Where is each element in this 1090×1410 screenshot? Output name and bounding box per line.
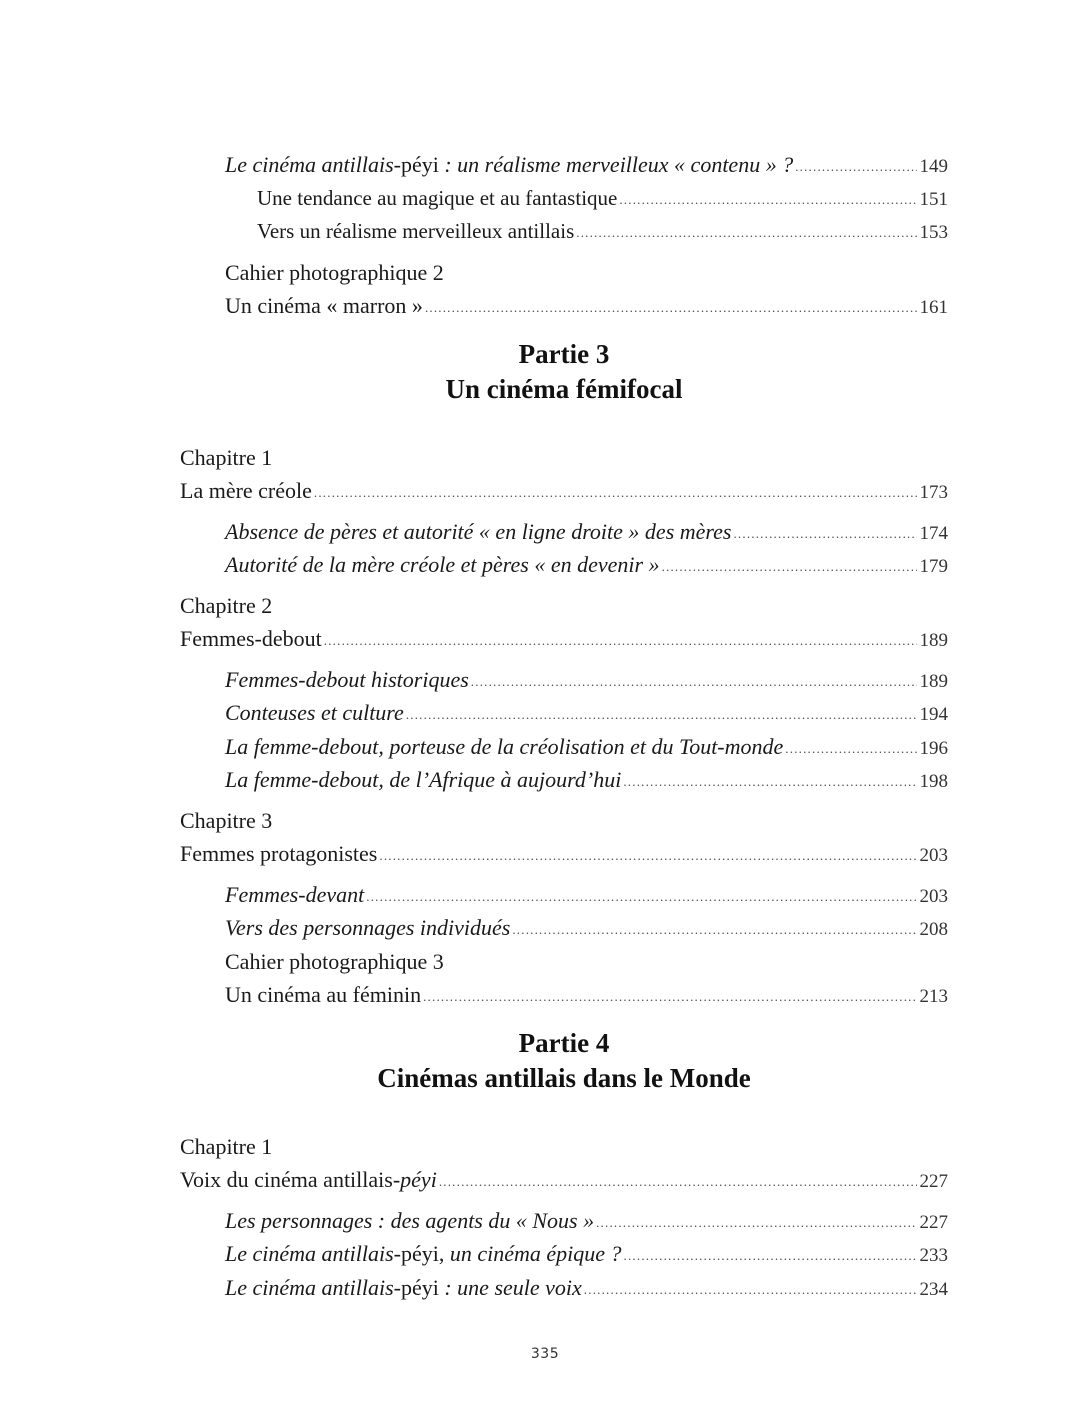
entry-title-part: -péyi	[393, 1274, 439, 1300]
dot-leader	[425, 291, 917, 325]
entry-title-part: Les personnages : des agents du « Nous »	[225, 1207, 595, 1233]
entry-title-part: La mère créole	[180, 478, 312, 503]
entry-page-number: 196	[919, 737, 948, 759]
entry-title-part: -péyi	[393, 152, 439, 177]
entry-title	[225, 945, 444, 979]
entry-page-number: 208	[919, 919, 948, 940]
dot-leader	[324, 624, 917, 658]
chapter-label-text: Chapitre 2	[180, 592, 273, 618]
entry-page-number: 203	[919, 845, 948, 866]
entry-title-part: Vers un réalisme merveilleux antillais	[257, 219, 575, 243]
entry-page-number: 227	[919, 1171, 948, 1192]
dot-leader	[596, 1206, 916, 1240]
chapter-entry[interactable]	[180, 474, 948, 508]
dot-leader	[795, 150, 916, 184]
entry-title-part: un cinéma épique ?	[449, 1241, 622, 1266]
entry-title-part: Vers des personnages individués	[225, 915, 511, 940]
chapter-label	[180, 804, 948, 838]
entry-title-part: Absence de pères et autorité « en ligne droite » des mères	[225, 518, 732, 544]
entry-title	[225, 289, 423, 323]
entry-page-number: 179	[919, 556, 948, 577]
entry-title	[225, 1204, 594, 1238]
dot-leader	[785, 732, 916, 766]
dot-leader	[733, 517, 916, 551]
entry-page-number: 227	[919, 1211, 948, 1233]
chapter-entry[interactable]	[180, 837, 948, 871]
chapter-entry[interactable]	[180, 1163, 948, 1197]
entry-title	[180, 622, 322, 656]
chapter-label-text: Chapitre 1	[180, 444, 273, 470]
toc-entry[interactable]	[180, 256, 948, 290]
entry-page-number: 233	[919, 1245, 948, 1266]
section-entry[interactable]	[180, 696, 948, 730]
section-entry[interactable]	[180, 1204, 948, 1238]
entry-title	[225, 763, 621, 797]
entry-page-number: 234	[919, 1278, 948, 1300]
entry-title	[225, 663, 469, 697]
part-label: Partie 4	[518, 1027, 610, 1058]
section-entry[interactable]	[180, 515, 948, 549]
entry-title	[225, 148, 793, 182]
toc-entry[interactable]	[180, 182, 948, 216]
section-entry[interactable]	[180, 1271, 948, 1305]
entry-title	[225, 978, 421, 1012]
entry-page-number: 153	[919, 222, 948, 243]
part-heading-block	[180, 1026, 948, 1096]
entry-title-part: Femmes-debout	[180, 626, 322, 651]
section-entry[interactable]	[180, 548, 948, 582]
entry-page-number: 198	[919, 771, 948, 792]
entry-title-part: Femmes protagonistes	[180, 841, 378, 866]
section-entry[interactable]	[180, 978, 948, 1012]
part-title: Cinémas antillais dans le Monde	[377, 1062, 751, 1093]
section-entry[interactable]	[180, 763, 948, 797]
entry-title	[180, 474, 312, 508]
entry-title-part: : une seule voix	[438, 1274, 582, 1300]
dot-leader	[471, 665, 917, 699]
entry-page-number: 213	[919, 986, 948, 1007]
entry-title-part: -péyi,	[393, 1241, 450, 1266]
dot-leader	[662, 550, 917, 584]
entry-title-part: : un réalisme merveilleux « contenu » ?	[438, 152, 794, 177]
entry-title	[225, 911, 510, 945]
chapter-label	[180, 1130, 948, 1164]
entry-page-number: 189	[919, 670, 948, 692]
entry-title	[257, 182, 617, 216]
section-entry[interactable]	[180, 945, 948, 979]
entry-page-number: 189	[919, 630, 948, 651]
entry-page-number: 161	[919, 297, 948, 318]
toc-entry[interactable]	[180, 148, 948, 182]
entry-title-part: La femme-debout, de l’Afrique à aujourd’hui	[225, 767, 622, 792]
entry-page-number: 173	[919, 482, 948, 503]
section-entry[interactable]	[180, 911, 948, 945]
part-label: Partie 3	[518, 338, 610, 369]
entry-title-part: Une tendance au magique et au fantastique	[257, 185, 618, 210]
entry-title	[225, 1237, 622, 1271]
entry-title-part: Le cinéma antillais	[225, 152, 394, 177]
entry-title-part: Un cinéma « marron »	[225, 293, 423, 318]
dot-leader	[584, 1273, 917, 1307]
entry-title-part: Conteuses et culture	[225, 700, 404, 725]
chapter-label-text: Chapitre 1	[180, 1133, 273, 1159]
dot-leader	[406, 698, 917, 732]
section-entry[interactable]	[180, 730, 948, 764]
dot-leader	[624, 1239, 917, 1273]
entry-title-part: Cahier photographique 3	[225, 948, 444, 974]
entry-title-part: péyi	[400, 1167, 437, 1192]
entry-title-part: Femmes-devant	[225, 881, 365, 907]
dot-leader	[623, 765, 916, 799]
entry-title-part: La femme-debout, porteuse de la créolisation et du Tout-monde	[225, 733, 784, 759]
chapter-entry[interactable]	[180, 622, 948, 656]
dot-leader	[314, 476, 917, 510]
entry-title	[180, 837, 377, 871]
toc-entry[interactable]	[180, 289, 948, 323]
entry-title	[257, 215, 574, 249]
dot-leader	[576, 216, 916, 250]
entry-title	[225, 256, 444, 290]
entry-title	[225, 515, 731, 549]
dot-leader	[423, 980, 916, 1014]
chapter-label-text: Chapitre 3	[180, 807, 273, 833]
dot-leader	[366, 880, 916, 914]
entry-page-number: 174	[919, 522, 948, 544]
toc-entry[interactable]	[180, 215, 948, 249]
entry-title	[225, 730, 783, 764]
entry-page-number: 194	[919, 704, 948, 725]
entry-page-number: 151	[919, 188, 948, 210]
entry-page-number: 203	[919, 885, 948, 907]
dot-leader	[439, 1165, 917, 1199]
section-entry[interactable]	[180, 663, 948, 697]
entry-title	[225, 878, 364, 912]
entry-title-part: Femmes-debout historiques	[225, 666, 469, 692]
dot-leader	[619, 183, 916, 217]
entry-title-part: Le cinéma antillais	[225, 1274, 394, 1300]
entry-title-part: Un cinéma au féminin	[225, 982, 422, 1007]
entry-page-number: 149	[919, 156, 948, 177]
entry-title	[225, 696, 404, 730]
entry-title-part: Le cinéma antillais	[225, 1241, 394, 1266]
part-title: Un cinéma fémifocal	[445, 373, 683, 404]
entry-title-part: Voix du cinéma antillais-	[180, 1167, 401, 1192]
entry-title	[180, 1163, 437, 1197]
part-heading-block	[180, 337, 948, 407]
section-entry[interactable]	[180, 1237, 948, 1271]
entry-title-part: Autorité de la mère créole et pères « en devenir »	[225, 552, 660, 577]
chapter-label	[180, 441, 948, 475]
dot-leader	[379, 839, 916, 873]
entry-title	[225, 548, 660, 582]
entry-title-part: Cahier photographique 2	[225, 259, 444, 285]
dot-leader	[512, 913, 916, 947]
section-entry[interactable]	[180, 878, 948, 912]
table-of-contents	[180, 148, 948, 1304]
page-number: 335	[530, 1346, 560, 1362]
chapter-label	[180, 589, 948, 623]
entry-title	[225, 1271, 582, 1305]
